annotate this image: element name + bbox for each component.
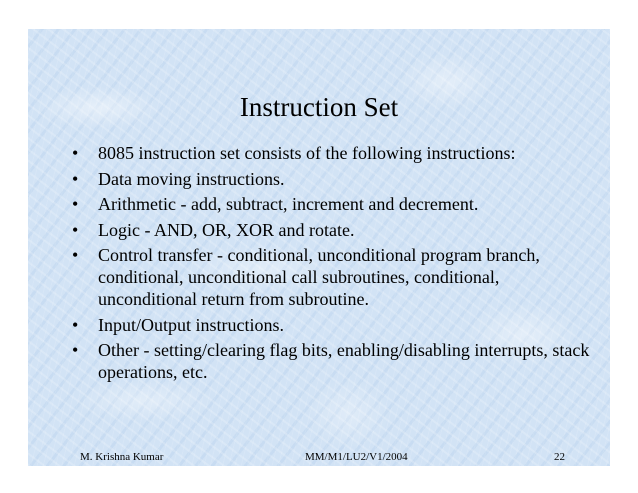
list-item: [72, 193, 592, 215]
bullet-list: [72, 142, 592, 387]
footer-author: M. Krishna Kumar: [80, 451, 164, 463]
list-item-text: Logic - AND, OR, XOR and rotate.: [98, 219, 355, 240]
bullet-icon: •: [72, 245, 79, 265]
bullet-icon: •: [72, 340, 79, 360]
footer-code: MM/M1/LU2/V1/2004: [305, 451, 408, 463]
page-number: 22: [554, 451, 565, 463]
list-item: [72, 314, 592, 336]
list-item: [72, 244, 592, 310]
bullet-icon: •: [72, 168, 79, 189]
list-item-text: Control transfer - conditional, unconditional program branch, conditional, unconditional call subroutines, conditional, unconditional return from subroutine.: [98, 245, 540, 309]
bullet-icon: •: [72, 194, 79, 214]
slide: [28, 29, 610, 466]
bullet-icon: •: [72, 143, 79, 163]
bullet-icon: •: [72, 219, 79, 240]
list-item-text: Data moving instructions.: [98, 168, 285, 189]
bullet-icon: •: [72, 314, 79, 335]
list-item-text: Input/Output instructions.: [98, 314, 284, 335]
slide-title: Instruction Set: [239, 92, 399, 122]
list-item-text: 8085 instruction set consists of the following instructions:: [98, 143, 516, 163]
list-item: [72, 339, 592, 383]
list-item-text: Other - setting/clearing flag bits, enabling/disabling interrupts, stack operations, etc.: [98, 340, 590, 382]
list-item: [72, 219, 592, 241]
list-item: [72, 142, 592, 164]
list-item: [72, 168, 592, 190]
list-item-text: Arithmetic - add, subtract, increment and decrement.: [98, 194, 479, 214]
